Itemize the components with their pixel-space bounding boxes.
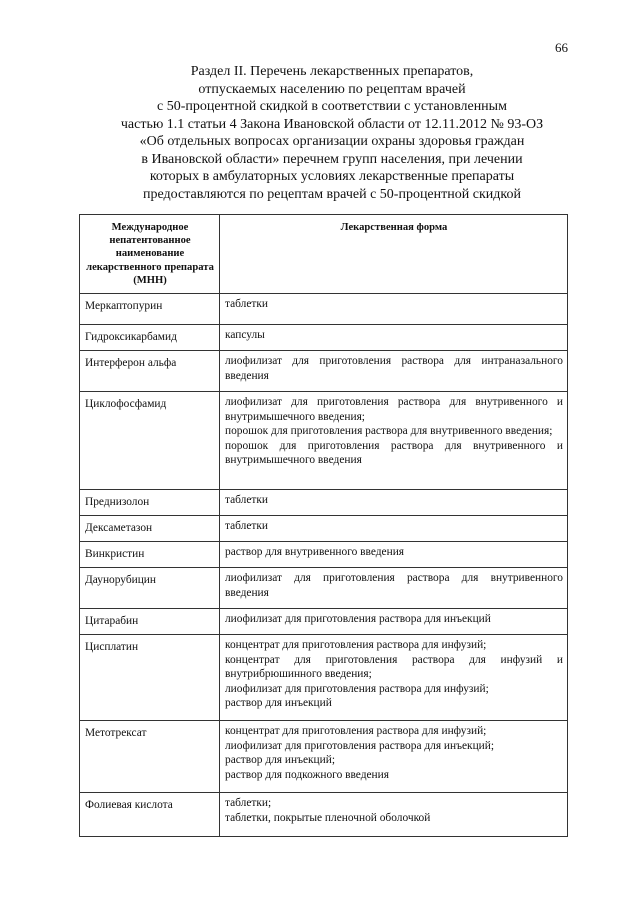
title-line: предоставляются по рецептам врачей с 50-процентной скидкой: [143, 186, 521, 202]
table-row: [80, 721, 568, 793]
form-line: таблетки: [225, 494, 269, 506]
drug-name: Даунорубицин: [80, 568, 220, 609]
drug-form: [220, 635, 568, 721]
form-line: порошок для приготовления раствора для внутривенного и внутримышечного введения: [225, 439, 563, 467]
drug-name: Дексаметазон: [80, 516, 220, 542]
table-row: [80, 568, 568, 609]
form-line: раствор для инъекций;: [225, 754, 336, 767]
title-line: «Об отдельных вопросах организации охраны здоровья граждан: [139, 134, 525, 149]
drug-name: Фолиевая кислота: [80, 793, 220, 837]
form-line: лиофилизат для приготовления раствора для инфузий;: [225, 682, 489, 695]
drug-form: [220, 490, 568, 516]
form-line: таблетки;: [225, 797, 272, 809]
drug-form: [220, 793, 568, 837]
table-row: [80, 609, 568, 635]
drug-form: [220, 325, 568, 351]
form-line: капсулы: [225, 329, 265, 341]
form-line: раствор для внутривенного введения: [225, 546, 405, 558]
table-row: [80, 325, 568, 351]
title-line: частью 1.1 статьи 4 Закона Ивановской области от 12.11.2012 № 93-ОЗ: [120, 116, 544, 132]
table-row: [80, 294, 568, 325]
table-row: [80, 351, 568, 392]
table-row: [80, 516, 568, 542]
form-line: лиофилизат для приготовления раствора для инъекций: [225, 613, 491, 625]
form-line: лиофилизат для приготовления раствора для интраназального введения: [225, 355, 563, 382]
drug-form: [220, 542, 568, 568]
drug-name: Циклофосфамид: [80, 392, 220, 490]
drug-name: Цитарабин: [80, 609, 220, 635]
form-line: лиофилизат для приготовления раствора для инъекций;: [225, 739, 495, 752]
form-line: концентрат для приготовления раствора для инфузий;: [225, 639, 487, 651]
drug-name: Гидроксикарбамид: [80, 325, 220, 351]
form-line: концентрат для приготовления раствора для инфузий и внутрибрюшинного введения;: [225, 653, 563, 681]
drug-form: [220, 568, 568, 609]
table-row: [80, 392, 568, 490]
title-line: Раздел II. Перечень лекарственных препаратов,: [190, 64, 474, 79]
drug-name: Цисплатин: [80, 635, 220, 721]
drug-table: [79, 214, 568, 837]
drug-form: [220, 351, 568, 392]
header-inn: Международное непатентованное наименование лекарственного препарата (МНН): [80, 215, 220, 294]
drug-name: Меркаптопурин: [80, 294, 220, 325]
table-row: [80, 635, 568, 721]
form-line: таблетки: [225, 520, 269, 532]
form-line: лиофилизат для приготовления раствора для внутривенного введения: [225, 572, 563, 599]
table-row: [80, 542, 568, 568]
page-number: 66: [555, 40, 568, 55]
section-title: [80, 63, 584, 203]
form-line: порошок для приготовления раствора для внутривенного введения;: [225, 425, 553, 438]
table-row: [80, 793, 568, 837]
form-line: лиофилизат для приготовления раствора для внутривенного и внутримышечного введения;: [225, 396, 563, 423]
drug-form: [220, 609, 568, 635]
drug-name: Преднизолон: [80, 490, 220, 516]
title-line: которых в амбулаторных условиях лекарственные препараты: [149, 169, 515, 184]
title-line: в Ивановской области» перечнем групп населения, при лечении: [141, 151, 523, 167]
table-header-row: [80, 215, 568, 294]
form-line: таблетки: [225, 298, 269, 310]
form-line: таблетки, покрытые пленочной оболочкой: [225, 811, 431, 824]
drug-name: Интерферон альфа: [80, 351, 220, 392]
drug-form: [220, 392, 568, 490]
table-row: [80, 490, 568, 516]
drug-name: Винкристин: [80, 542, 220, 568]
form-line: раствор для подкожного введения: [225, 768, 389, 781]
title-line: отпускаемых населению по рецептам врачей: [198, 81, 466, 97]
drug-name: Метотрексат: [80, 721, 220, 793]
title-line: с 50-процентной скидкой в соответствии с установленным: [157, 99, 507, 114]
drug-form: [220, 516, 568, 542]
form-line: концентрат для приготовления раствора для инфузий;: [225, 725, 487, 737]
drug-form: [220, 721, 568, 793]
form-line: раствор для инъекций: [225, 697, 332, 710]
drug-form: [220, 294, 568, 325]
header-form: Лекарственная форма: [220, 215, 568, 294]
